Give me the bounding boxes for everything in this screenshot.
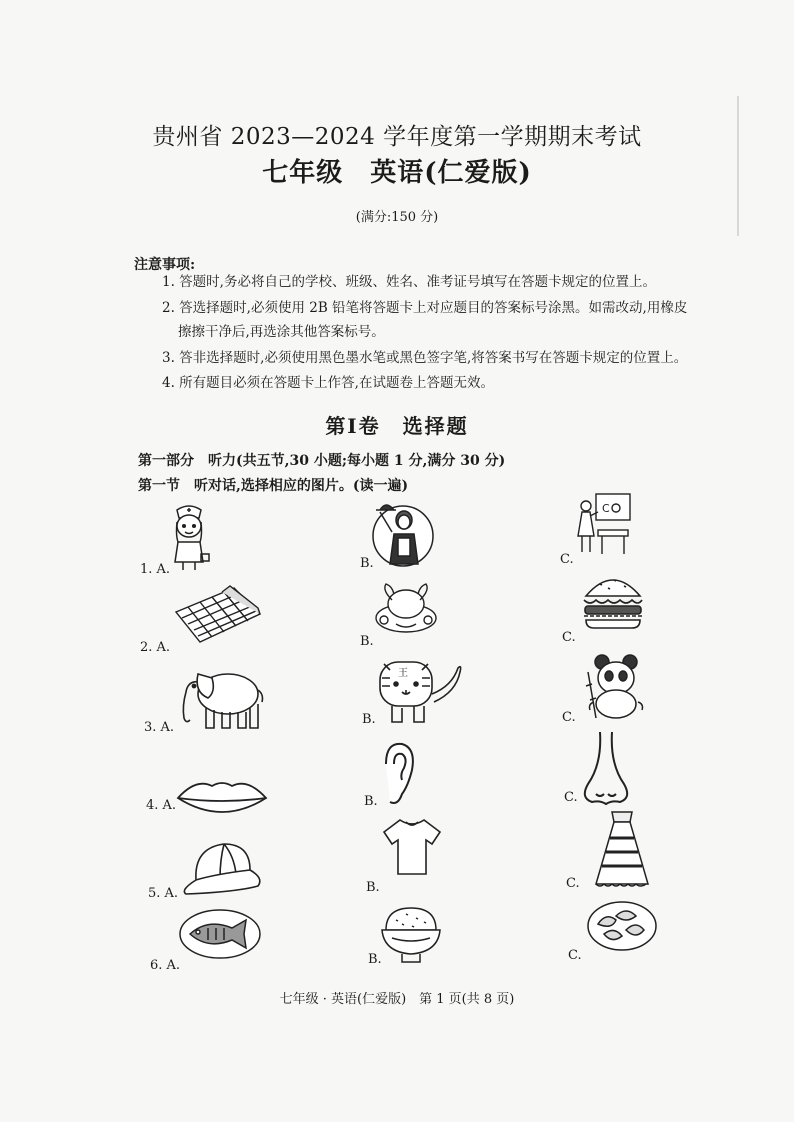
mouth-icon bbox=[174, 776, 270, 820]
option-label: C. bbox=[562, 630, 576, 645]
svg-text:王: 王 bbox=[398, 668, 408, 679]
notice-item: 4. 所有题目必须在答题卡上作答,在试题卷上答题无效。 bbox=[162, 375, 494, 391]
subsection-heading: 第一节 听对话,选择相应的图片。(读一遍) bbox=[138, 478, 409, 494]
option-label: B. bbox=[368, 952, 382, 967]
t-shirt-icon bbox=[382, 816, 442, 878]
exam-subtitle: 七年级 英语(仁爱版) bbox=[262, 158, 532, 188]
part-heading: 第一部分 听力(共五节,30 小题;每小题 1 分,满分 30 分) bbox=[138, 453, 506, 469]
hamburger-icon bbox=[580, 570, 646, 632]
option-label: C. bbox=[560, 552, 574, 567]
option-label: C. bbox=[562, 710, 576, 725]
question-label: 6. A. bbox=[150, 958, 181, 973]
elephant-icon bbox=[172, 660, 264, 734]
notice-item: 3. 答非选择题时,必须使用黑色墨水笔或黑色签字笔,将答案书写在答题卡规定的位置上。 bbox=[162, 350, 688, 366]
question-label: 3. A. bbox=[144, 720, 175, 735]
option-label: B. bbox=[366, 880, 380, 895]
page-footer: 七年级 · 英语(仁爱版) 第 1 页(共 8 页) bbox=[279, 992, 515, 1007]
ear-icon bbox=[378, 740, 418, 808]
question-label: 2. A. bbox=[140, 640, 171, 655]
option-label: C. bbox=[566, 876, 580, 891]
exam-title: 贵州省 2023—2024 学年度第一学期期末考试 bbox=[152, 124, 642, 150]
rice-bowl-icon bbox=[380, 904, 442, 966]
question-label: 4. A. bbox=[146, 798, 177, 813]
chocolate-icon bbox=[170, 584, 266, 646]
full-score: (满分:150 分) bbox=[355, 210, 439, 225]
nurse-icon bbox=[163, 502, 215, 572]
dumplings-icon bbox=[586, 900, 658, 952]
option-label: C. bbox=[568, 948, 582, 963]
question-label: 1. A. bbox=[140, 562, 171, 577]
option-label: B. bbox=[362, 712, 376, 727]
fish-icon bbox=[178, 908, 262, 960]
tiger-icon bbox=[374, 654, 464, 730]
notice-item: 擦擦干净后,再选涂其他答案标号。 bbox=[178, 324, 385, 340]
nose-icon bbox=[578, 728, 634, 812]
roast-chicken-icon bbox=[374, 580, 438, 636]
option-label: B. bbox=[360, 634, 374, 649]
teacher-icon bbox=[572, 488, 636, 560]
option-label: B. bbox=[364, 794, 378, 809]
notice-item: 2. 答选择题时,必须使用 2B 铅笔将答题卡上对应题目的答案标号涂黑。如需改动,用橡皮 bbox=[162, 300, 688, 316]
svg-text:C: C bbox=[602, 502, 610, 515]
waitress-icon bbox=[372, 498, 434, 570]
panda-icon bbox=[580, 652, 654, 722]
option-label: C. bbox=[564, 790, 578, 805]
option-label: B. bbox=[360, 556, 374, 571]
notice-heading: 注意事项: bbox=[134, 257, 196, 273]
section-title: 第Ⅰ卷 选择题 bbox=[325, 414, 469, 438]
skirt-icon bbox=[590, 808, 654, 890]
question-label: 5. A. bbox=[148, 886, 179, 901]
cap-icon bbox=[176, 840, 266, 900]
notice-item: 1. 答题时,务必将自己的学校、班级、姓名、准考证号填写在答题卡规定的位置上。 bbox=[162, 274, 656, 290]
